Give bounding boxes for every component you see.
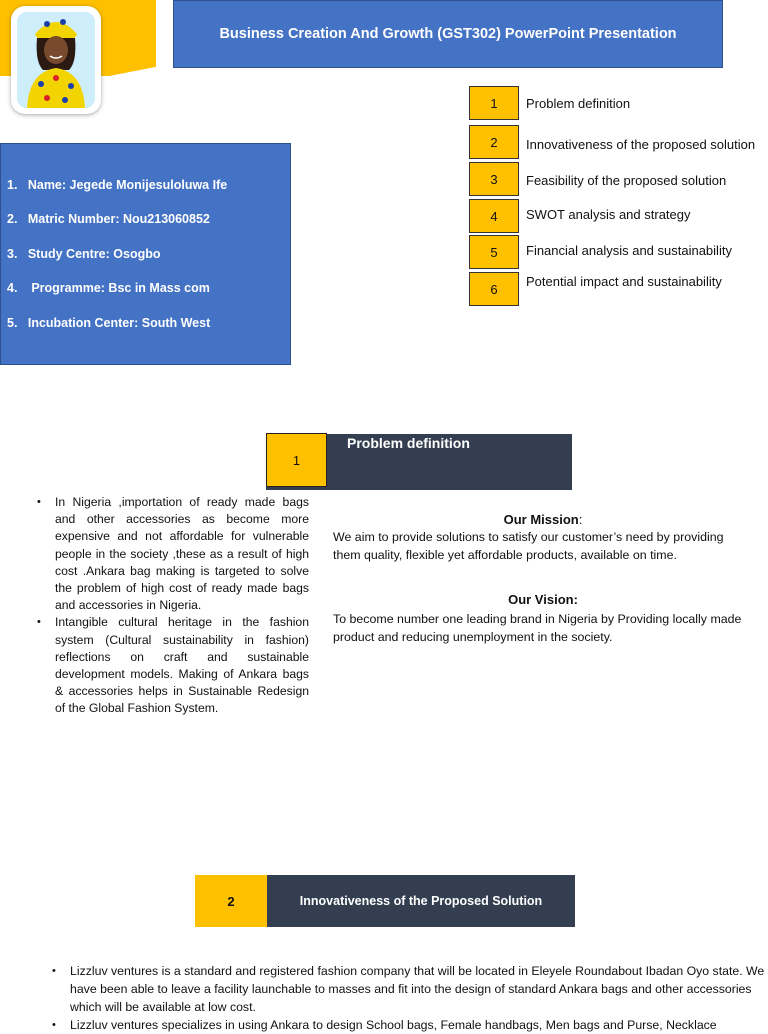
- info-study-centre: 3. Study Centre: Osogbo: [7, 247, 161, 261]
- mission-heading-colon: :: [578, 512, 583, 527]
- vision-text: To become number one leading brand in Nigeria by Providing locally made product and reducing unemployment in the society.: [333, 612, 742, 644]
- agenda-number-1: 1: [469, 86, 519, 120]
- agenda-label-5: Financial analysis and sustainability: [526, 243, 732, 258]
- problem-bullets: [37, 494, 309, 718]
- avatar-photo: [17, 12, 95, 108]
- student-info-box: [0, 143, 291, 365]
- info-name: 1. Name: Jegede Monijesuloluwa Ife: [7, 178, 228, 192]
- section2-number: 2: [195, 875, 267, 927]
- section1-number: 1: [266, 433, 327, 487]
- list-item: • Lizzluv ventures is a standard and registered fashion company that will be located in Eleyele Roundabout Ibadan Oyo state. We have been able to leave a facility launchable to masses and fit into the design of standard Ankara bags and other accessories which will be available at low cost.: [70, 962, 768, 1016]
- list-item: • Intangible cultural heritage in the fashion system (Cultural sustainability in fashion) reflections on craft and sustainable development models. Making of Ankara bags & accessories helps in Sustainable Redesign of the Global Fashion System.: [55, 614, 309, 717]
- section2-title: Innovativeness of the Proposed Solution: [267, 875, 575, 927]
- vision-heading: Our Vision:: [508, 592, 578, 607]
- section1-title: Problem definition: [347, 435, 470, 451]
- agenda-label-3: Feasibility of the proposed solution: [526, 173, 727, 188]
- mission-heading: [333, 512, 753, 527]
- agenda-number-6: 6: [469, 272, 519, 306]
- agenda-number-3: 3: [469, 162, 519, 196]
- innovation-bullets: [52, 962, 768, 1034]
- list-item: • Lizzluv ventures specializes in using Ankara to design School bags, Female handbags, Men bags and Purse, Necklace: [70, 1016, 768, 1034]
- presentation-title: Business Creation And Growth (GST302) PowerPoint Presentation: [173, 0, 723, 68]
- list-item: • In Nigeria ,importation of ready made bags and other accessories as become more expensive and not affordable for vulnerable people in the society ,these as a result of high cost .Ankara bag making is targeted to solve the problem of high cost of ready made bags and accessories in Nigeria.: [55, 494, 309, 614]
- agenda-label-2: Innovativeness of the proposed solution: [526, 137, 756, 152]
- agenda-label-1: Problem definition: [526, 96, 631, 111]
- avatar: [11, 6, 101, 114]
- agenda-number-2: 2: [469, 125, 519, 159]
- agenda-number-4: 4: [469, 199, 519, 233]
- mission-heading-text: Our Mission: [503, 512, 579, 527]
- mission-text: We aim to provide solutions to satisfy our customer’s need by providing them quality, flexible yet affordable products, available on time.: [333, 530, 724, 562]
- info-incubation-center: 5. Incubation Center: South West: [7, 316, 211, 330]
- agenda-label-6: Potential impact and sustainability: [526, 274, 722, 289]
- person-illustration-icon: [17, 12, 95, 108]
- agenda-label-4: SWOT analysis and strategy: [526, 207, 691, 222]
- info-programme: 4. Programme: Bsc in Mass com: [7, 281, 210, 295]
- info-matric-number: 2. Matric Number: Nou213060852: [7, 212, 210, 226]
- agenda-number-5: 5: [469, 235, 519, 269]
